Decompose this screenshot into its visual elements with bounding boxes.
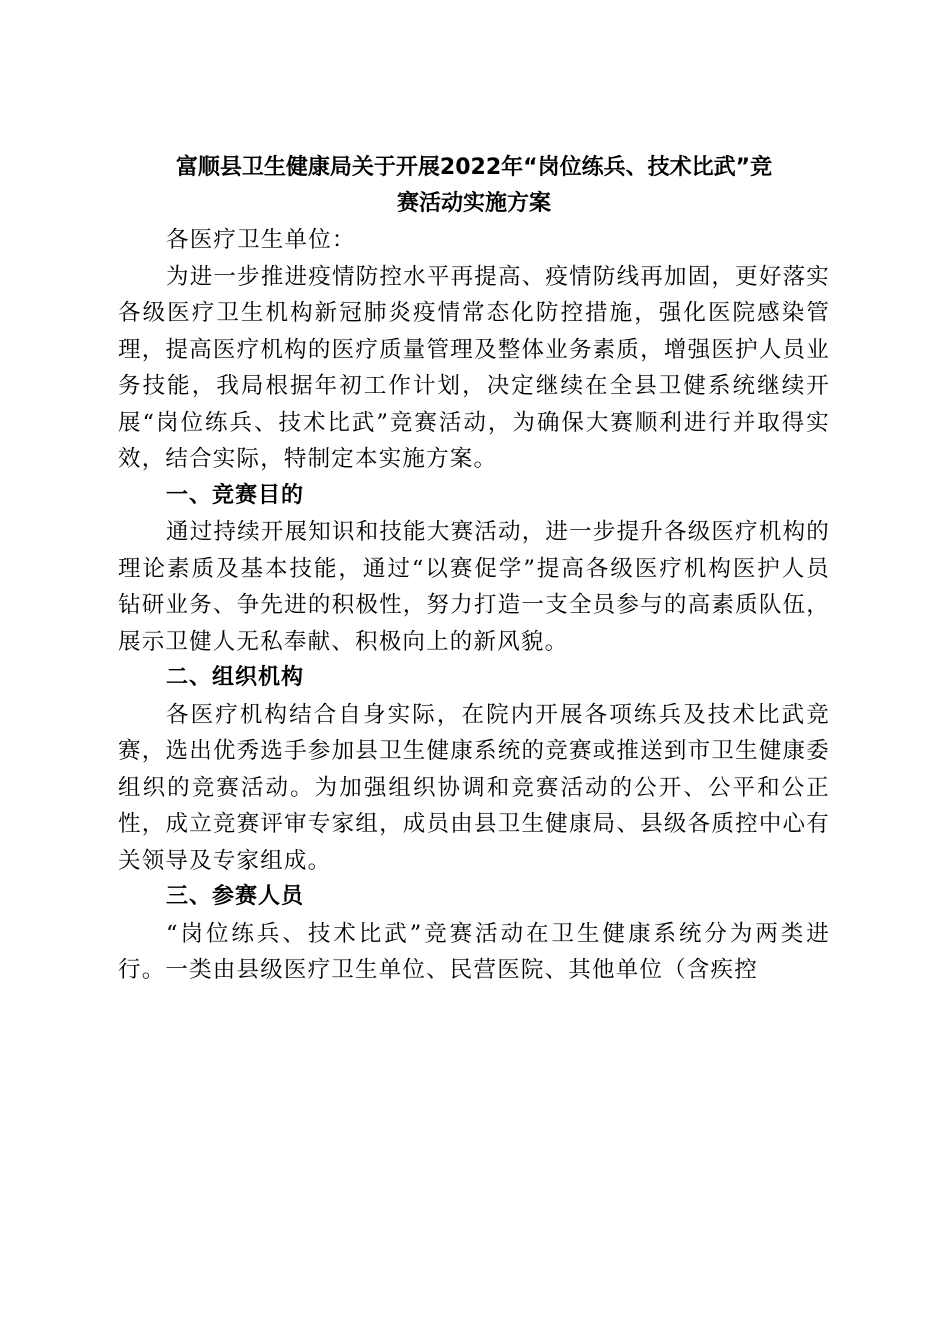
intro-paragraph: 为进一步推进疫情防控水平再提高、疫情防线再加固，更好落实各级医疗卫生机构新冠肺炎疫情常态化防控措施，强化医院感染管理，提高医疗机构的医疗质量管理及整体业务素质，增强医护人员业务技能，我局根据年初工作计划，决定继续在全县卫健系统继续开展“岗位练兵、技术比武”竞赛活动，为确保大赛顺利进行并取得实效，结合实际，特制定本实施方案。 [118,263,830,472]
title-line-2: 赛活动实施方案 [396,191,551,216]
section-heading-purpose: 一、竞赛目的 [166,482,305,508]
document-title [118,150,830,222]
section-heading-participants: 三、参赛人员 [166,884,305,909]
section-body-participants: “岗位练兵、技术比武”竞赛活动在卫生健康系统分为两类进行。一类由县级医疗卫生单位、民营医院、其他单位（含疾控 [118,920,830,983]
section-body-purpose: 通过持续开展知识和技能大赛活动，进一步提升各级医疗机构的理论素质及基本技能，通过“以赛促学”提高各级医疗机构医护人员钻研业务、争先进的积极性，努力打造一支全员参与的高素质队伍，展示卫健人无私奉献、积极向上的新风貌。 [118,519,830,655]
salutation: 各医疗卫生单位： [166,227,356,253]
section-heading-organization: 二、组织机构 [166,665,305,690]
section-body-organization: 各医疗机构结合自身实际，在院内开展各项练兵及技术比武竞赛，选出优秀选手参加县卫生健康系统的竞赛或推送到市卫生健康委组织的竞赛活动。为加强组织协调和竞赛活动的公开、公平和公正性，成立竞赛评审专家组，成员由县卫生健康局、县级各质控中心有关领导及专家组成。 [118,701,830,874]
title-line-1: 富顺县卫生健康局关于开展2022年“岗位练兵、技术比武”竞 [175,155,773,180]
document-content [118,150,830,989]
